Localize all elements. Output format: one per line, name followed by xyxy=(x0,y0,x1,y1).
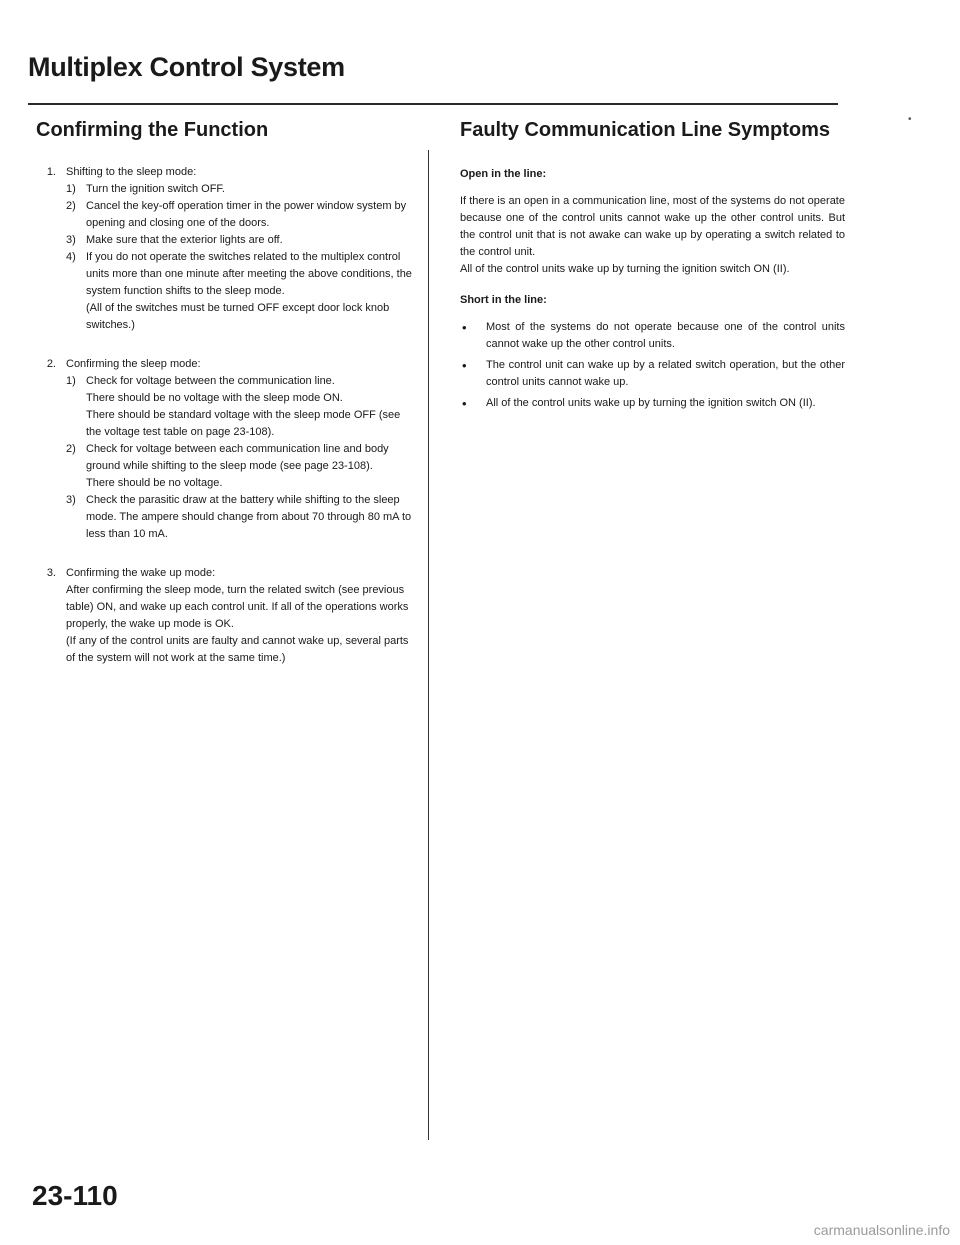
substep xyxy=(66,249,416,334)
bullet-text: All of the control units wake up by turning the ignition switch ON (II). xyxy=(486,397,816,409)
open-line-text: All of the control units wake up by turning the ignition switch ON (II). xyxy=(460,263,790,275)
substep-text: There should be no voltage with the sleep mode ON. xyxy=(86,392,343,404)
step-title: Shifting to the sleep mode: xyxy=(66,166,197,178)
step-title: Confirming the sleep mode: xyxy=(66,358,201,370)
watermark: carmanualsonline.info xyxy=(813,1222,950,1238)
substep-note: (All of the switches must be turned OFF except door lock knob switches.) xyxy=(86,302,390,331)
substep-number: 3) xyxy=(66,494,76,506)
step-number: 3. xyxy=(46,567,56,579)
list-item xyxy=(460,395,845,412)
substep-number: 1) xyxy=(66,375,76,387)
bullet-icon: • xyxy=(462,320,467,335)
page-number: 23-110 xyxy=(32,1180,118,1211)
bullet-text: Most of the systems do not operate because one of the control units cannot wake up the other control units. xyxy=(486,321,845,350)
list-item xyxy=(460,357,845,391)
substep xyxy=(66,181,416,198)
confirming-function-heading: Confirming the Function xyxy=(36,119,269,141)
substep-text: Check the parasitic draw at the battery while shifting to the sleep mode. The ampere should change from about 70 through 80 mA to less than 10 mA. xyxy=(86,494,412,540)
bullet-text: The control unit can wake up by a related switch operation, but the other control units cannot wake up. xyxy=(486,359,845,388)
substep-number: 4) xyxy=(66,251,76,263)
open-line-text: If there is an open in a communication line, most of the systems do not operate because one of the control units cannot wake up the other control units. But the control unit that is not awake can wake up by operating a switch related to the control unit. xyxy=(460,195,845,258)
step-1 xyxy=(36,164,416,334)
right-column xyxy=(460,118,845,416)
list-item xyxy=(460,319,845,353)
step-number: 2. xyxy=(46,358,56,370)
title-rule xyxy=(28,103,838,105)
bullet-icon: • xyxy=(462,396,467,411)
open-line-label: Open in the line: xyxy=(460,168,547,180)
substep-text: Cancel the key-off operation timer in the power window system by opening and closing one of the doors. xyxy=(86,200,407,229)
substep xyxy=(66,232,416,249)
substep-text: Check for voltage between each communication line and body ground while shifting to the sleep mode (see page 23-108). xyxy=(86,443,389,472)
step-note: (If any of the control units are faulty and cannot wake up, several parts of the system will not work at the same time.) xyxy=(66,635,409,664)
substep-text: If you do not operate the switches related to the multiplex control units more than one minute after meeting the above conditions, the system function shifts to the sleep mode. xyxy=(86,251,412,297)
substep-text: Make sure that the exterior lights are off. xyxy=(86,234,283,246)
faulty-line-heading: Faulty Communication Line Symptoms xyxy=(460,119,831,141)
short-line-bullets xyxy=(460,319,845,412)
column-divider xyxy=(428,150,429,1140)
substep xyxy=(66,441,416,492)
stray-mark: • xyxy=(908,114,912,125)
substep xyxy=(66,198,416,232)
step-3 xyxy=(36,565,416,667)
short-line-label: Short in the line: xyxy=(460,294,547,306)
substep-number: 1) xyxy=(66,183,76,195)
substep xyxy=(66,492,416,543)
substep-number: 2) xyxy=(66,443,76,455)
page-title: Multiplex Control System xyxy=(28,52,345,82)
step-2 xyxy=(36,356,416,543)
substep-text: There should be standard voltage with the sleep mode OFF (see the voltage test table on page 23-108). xyxy=(86,409,401,438)
step-number: 1. xyxy=(46,166,56,178)
step-title: Confirming the wake up mode: xyxy=(66,567,216,579)
substep-text: Turn the ignition switch OFF. xyxy=(86,183,225,195)
substep-number: 3) xyxy=(66,234,76,246)
substep-text: Check for voltage between the communication line. xyxy=(86,375,335,387)
left-column xyxy=(36,118,416,689)
substep-number: 2) xyxy=(66,200,76,212)
substep xyxy=(66,373,416,441)
bullet-icon: • xyxy=(462,358,467,373)
step-text: After confirming the sleep mode, turn the related switch (see previous table) ON, and wake up each control unit. If all of the operations works properly, the wake up mode is OK. xyxy=(66,584,409,630)
substep-text: There should be no voltage. xyxy=(86,477,223,489)
